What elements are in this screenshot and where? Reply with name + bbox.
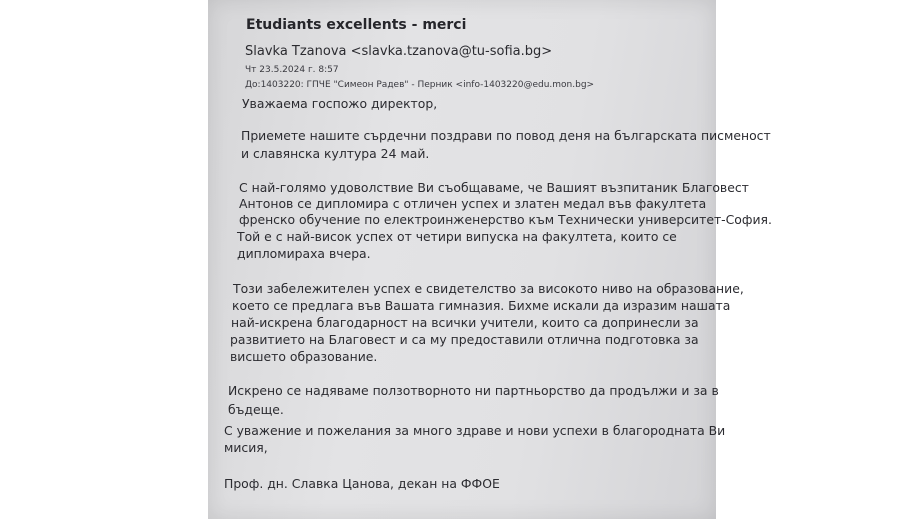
paragraph-2-line: Той е с най-висок успех от четири випуска на факултета, които се bbox=[237, 229, 677, 244]
paragraph-2-line: Антонов се дипломира с отличен успех и златен медал във факултета bbox=[239, 196, 707, 211]
paragraph-1-line: и славянска култура 24 май. bbox=[241, 146, 430, 161]
printed-letter bbox=[208, 0, 772, 519]
paragraph-2-line: дипломираха вчера. bbox=[237, 246, 371, 261]
paragraph-3-line: което се предлага във Вашата гимназия. Бихме искали да изразим нашата bbox=[232, 298, 731, 313]
paragraph-4-line: Искрено се надяваме ползотворното ни партньорство да продължи и за в bbox=[228, 383, 719, 398]
paragraph-5-line: мисия, bbox=[224, 440, 268, 455]
email-recipient: До:1403220: ГПЧЕ "Симеон Радев" - Перник <info-1403220@edu.mon.bg> bbox=[245, 80, 595, 90]
signature: Проф. дн. Славка Цанова, декан на ФФОЕ bbox=[224, 476, 500, 491]
email-subject: Etudiants excellents - merci bbox=[246, 17, 467, 33]
paragraph-5-line: С уважение и пожелания за много здраве и нови успехи в благородната Ви bbox=[224, 423, 726, 438]
paragraph-3-line: Този забележителен успех е свидетелство за високото ниво на образование, bbox=[233, 281, 744, 296]
paragraph-3-line: най-искрена благодарност на всички учители, които са допринесли за bbox=[231, 315, 699, 330]
paragraph-2-line: френско обучение по електроинженерство към Технически университет-София. bbox=[239, 212, 772, 227]
paragraph-2-line: С най-голямо удоволствие Ви съобщаваме, че Вашият възпитаник Благовест bbox=[239, 180, 749, 195]
email-sender: Slavka Tzanova <slavka.tzanova@tu-sofia.bg> bbox=[245, 44, 553, 59]
greeting: Уважаема госпожо директор, bbox=[242, 96, 438, 111]
paragraph-1-line: Приемете нашите сърдечни поздрави по повод деня на българската писменост bbox=[241, 128, 771, 143]
paragraph-3-line: развитието на Благовест и са му предоставили отлична подготовка за bbox=[230, 332, 699, 347]
paragraph-4-line: бъдеще. bbox=[228, 402, 284, 417]
paragraph-3-line: висшето образование. bbox=[230, 349, 378, 364]
email-date: Чт 23.5.2024 г. 8:57 bbox=[245, 65, 339, 75]
